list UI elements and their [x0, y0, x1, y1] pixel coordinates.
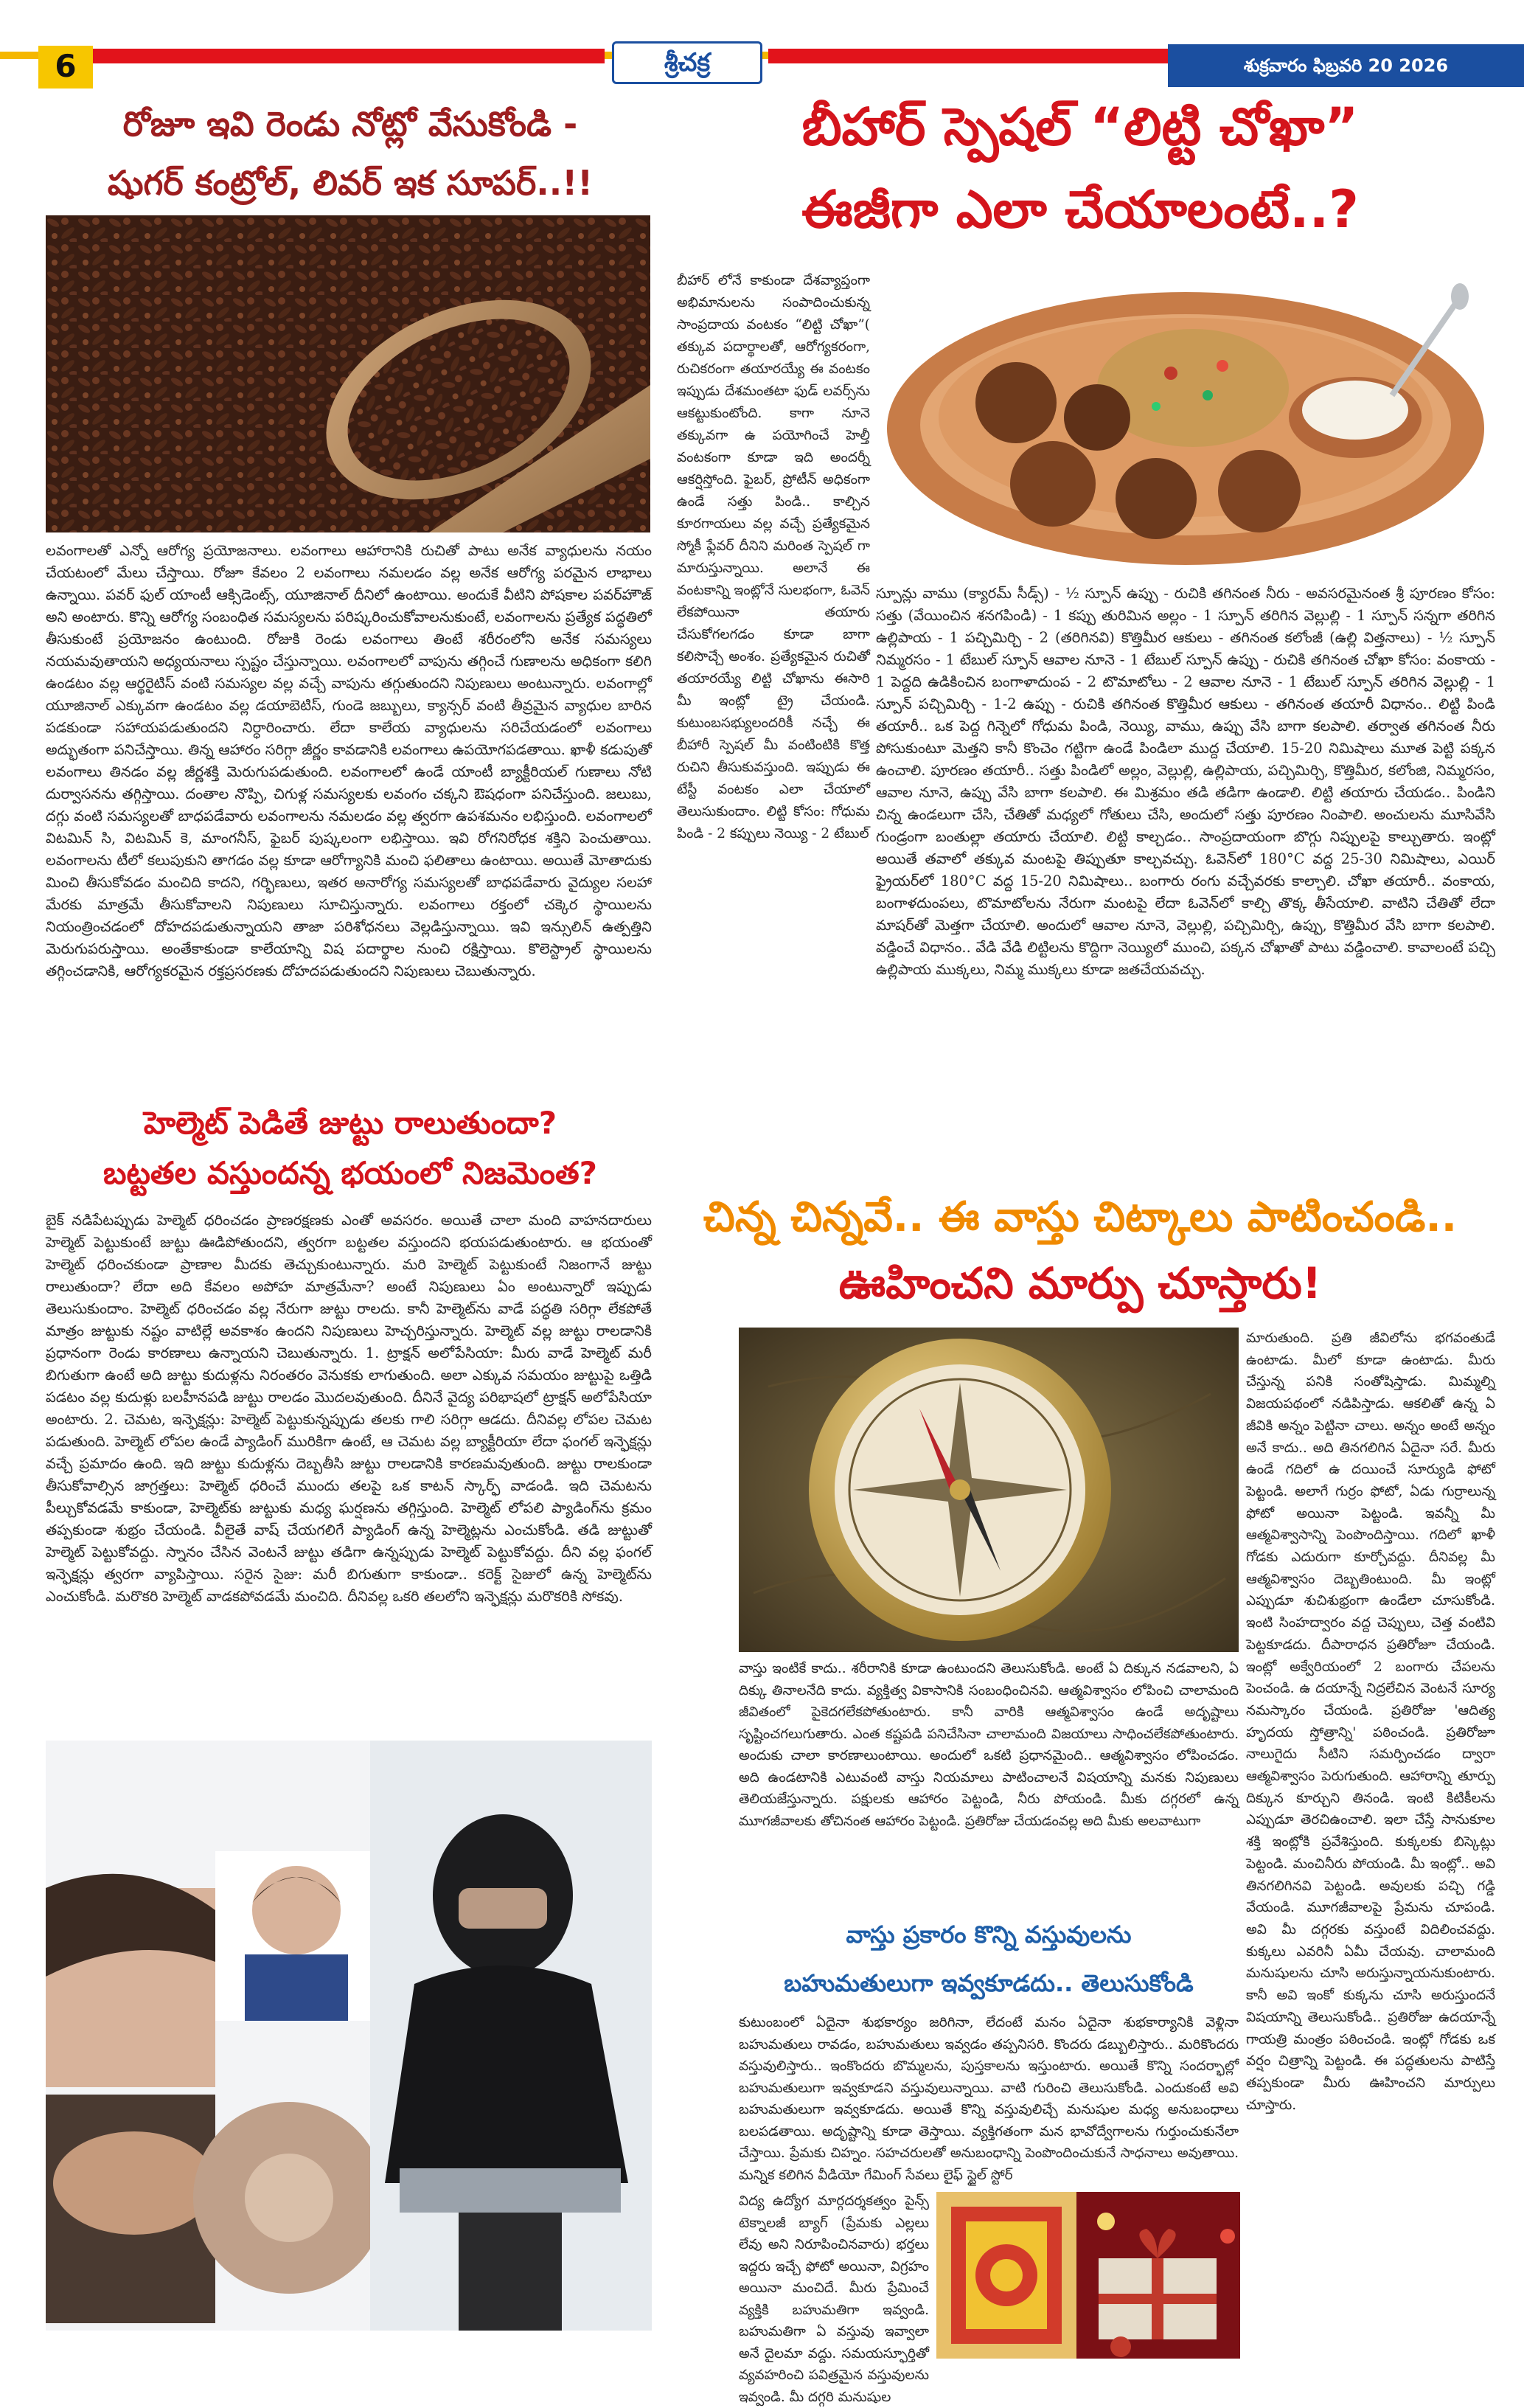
helmet-headline-line1: హెల్మెట్ పెడితే జుట్టు రాలుతుందా? [143, 1105, 557, 1141]
masthead [0, 0, 1524, 84]
litti-photo [876, 270, 1495, 580]
gifts-headline-line1: వాస్తు ప్రకారం కొన్ని వస్తువులను [846, 1920, 1132, 1949]
gifts-body-top: కుటుంబంలో ఏదైనా శుభకార్యం జరిగినా, లేదంటే మనం ఏదైనా శుభకార్యానికి వెళ్లినా బహుమతులు రావడం, బహుమతులు ఇవ్వడం తప్పనిసరి. కొందరు డబ్బులిస్తారు.. మరికొందరు వస్తువులిస్తారు.. ఇంకొందరు బొమ్మలను, పుస్తకాలను ఇస్తుంటారు. అయితే కొన్ని సందర్భాల్లో బహుమతులుగా ఇవ్వకూడని వస్తువులున్నాయి. వాటి గురించి తెలుసుకోండి. ఎందుకంటే అవి బహుమతులుగా ఇవ్వకూడదు. అయితే కొన్ని వస్తువులిచ్చే మనుషుల మధ్య అనుబంధాలు బలపడతాయి. అదృష్టాన్ని కూడా తెస్తాయి. వ్యక్తిగతంగా మన భావోద్వేగాలను గుర్తుంచుకునేలా చేస్తాయి. ప్రేమకు చిహ్నం. సహచరులతో అనుబంధాన్ని పెంపొందించుకునే సాధనాలు అవుతాయి. మన్నిక కలిగిన వీడియో గేమింగ్ సేవలు లైఫ్ స్టైల్ స్టోర్ [739, 2015, 1239, 2183]
compass-photo [739, 1328, 1239, 1652]
litti-photo-illustration [876, 270, 1495, 580]
gifts-body-wrap: విద్య ఉద్యోగ మార్గదర్శకత్వం పైన్స్ టెక్నాలజీ బ్యాగ్ (ప్రేమకు ఎల్లలు లేవు అని నిరూపించినవారు) భర్తలు ఇద్దరు ఇచ్చే ఫోటో అయినా, విగ్రహం అయినా మంచిదే. మీరు ప్రేమించే వ్యక్తికి బహుమతిగా ఇవ్వండి. బహుమతిగా ఏ వస్తువు ఇవ్వాలా అనే దైలమా వద్దు. సమయస్ఫూర్తితో వ్యవహరించి పవిత్రమైన వస్తువులను ఇవ్వండి. మీ దగ్గరి మనుషుల [739, 2193, 929, 2405]
vastu-headline-line1: చిన్న చిన్నవే.. ఈ వాస్తు చిట్కాలు పాటించండి.. [703, 1193, 1458, 1241]
compass-illustration [739, 1328, 1239, 1652]
litti-body-side: బీహార్ లోనే కాకుండా దేశవ్యాప్తంగా అభిమానులను సంపాదించుకున్న సాంప్రదాయ వంటకం “లిట్టి చోఖా”( తక్కువ పదార్థాలతో, ఆరోగ్యకరంగా, రుచికరంగా తయారయ్యే ఈ వంటకం ఇప్పుడు దేశమంతటా ఫుడ్ లవర్స్‌ను ఆకట్టుకుంటోంది. కాగా నూనె తక్కువగా ఉ పయోగించే హెల్తీ వంటకంగా కూడా ఇది అందర్నీ ఆకర్షిస్తోంది. ఫైబర్, ప్రోటీన్ అధికంగా ఉండే సత్తు పిండి.. కాల్చిన కూరగాయలు వల్ల వచ్చే ప్రత్యేకమైన స్మోకీ ఫ్లేవర్ దీనిని మరింత స్పెషల్ గా మారుస్తున్నాయి. అలానే ఈ వంటకాన్ని ఇంట్లోనే సులభంగా, ఓవెన్ లేకపోయినా తయారు చేసుకోగలగడం కూడా బాగా కలిసొచ్చే అంశం. ప్రత్యేకమైన రుచితో తయారయ్యే లిట్టి చోఖాను ఈసారి మీ ఇంట్లో ట్రై చేయండి. కుటుంబసభ్యులందరికీ నచ్చే ఈ బీహారీ స్పెషల్ మీ వంటింటికి కొత్త రుచిని తీసుకువస్తుంది. ఇప్పుడు ఈ టేస్టీ వంటకం ఎలా చేయాలో తెలుసుకుందాం. లిట్టి కోసం: గోధుమ పిండి - 2 కప్పులు నెయ్యి - 2 టేబుల్ [677, 273, 870, 842]
masthead-red-bar-right [768, 49, 1168, 63]
masthead-red-bar-left [92, 49, 605, 63]
gifts-headline-line2: బహుమతులుగా ఇవ్వకూడదు.. తెలుసుకోండి [784, 1969, 1194, 1997]
logo [612, 41, 762, 84]
page-number: 6 [55, 48, 77, 84]
vastu-body-below: వాస్తు ఇంటికే కాదు.. శరీరానికి కూడా ఉంటుందని తెలుసుకోండి. అంటే ఏ దిక్కున నడవాలని, ఏ దిక్కు తినాలనేది కాదు. వ్యక్తిత్వ వికాసానికి సంబంధించినవి. ఆత్మవిశ్వాసం లోపించి చాలామంది జీవితంలో పైకెదగలేకపోతుంటారు. కానీ వారికి ఆత్మవిశ్వాసం ఉండే అదృష్టాలు సృష్టించగలుగుతారు. ఎంత కష్టపడి పనిచేసినా చాలామంది విజయాలు సాధించలేకపోతుంటారు. అందుకు చాలా కారణాలుంటాయి. అందులో ఒకటి ప్రధానమైంది.. ఆత్మవిశ్వాసం లోపించడం. అది ఉండటానికి ఎటువంటి వాస్తు నియమాలు పాటించాలనే విషయాన్ని మనకు నిపుణులు తెలియజేస్తున్నారు. పక్షులకు ఆహారం పెట్టండి, నీరు పోయండి. మీకు దగ్గరలో ఉన్న మూగజీవాలకు తోచినంత ఆహారం పెట్టండి. ప్రతిరోజు చేయడంవల్ల అది మీకు అలవాటుగా [739, 1661, 1239, 1829]
vastu-body-right: మారుతుంది. ప్రతి జీవిలోను భగవంతుడే ఉంటాడు. మీలో కూడా ఉంటాడు. మీరు చేస్తున్న పనికి సంతోషిస్తాడు. మిమ్మల్ని విజయపథంలో నడిపిస్తాడు. ఆకలితో ఉన్న ఏ జీవికి అన్నం పెట్టినా చాలు. అన్నం అంటే అన్నం అనే కాదు.. అది తినగలిగిన ఏదైనా సరే. మీరు ఉండే గదిలో ఉ దయించే సూర్యుడి ఫోటో పెట్టండి. అలాగే గుర్రం ఫోటో, ఏడు గుర్రాలున్న ఫోటో అయినా పెట్టండి. ఇవన్నీ మీ ఆత్మవిశ్వాసాన్ని పెంపొందిస్తాయి. గదిలో ఖాళీ గోడకు ఎదురుగా కూర్చోవద్దు. దీనివల్ల మీ ఆత్మవిశ్వాసం దెబ్బతింటుంది. మీ ఇంట్లో ఎప్పుడూ శుచిశుభ్రంగా ఉండేలా చూసుకోండి. ఇంటి సింహద్వారం వద్ద చెప్పులు, చెత్త వంటివి పెట్టకూడదు. దీపారాధన ప్రతిరోజూ చేయండి. ఇంట్లో అక్వేరియంలో 2 బంగారు చేపలను పెంచండి. ఉ దయాన్నే నిద్రలేచిన వెంటనే సూర్య నమస్కారం చేయండి. ప్రతిరోజు 'ఆదిత్య హృదయ స్తోత్రాన్ని' పఠించండి. ప్రతిరోజూ నాలుగైదు సీటిని సమర్పించడం ద్వారా ఆత్మవిశ్వాసం పెరుగుతుంది. ఆహారాన్ని తూర్పు దిక్కున కూర్చుని తినండి. ఇంటి కిటికీలను ఎప్పుడూ తెరచిఉంచాలి. ఇలా చేస్తే సానుకూల శక్తి ఇంట్లోకి ప్రవేశిస్తుంది. కుక్కలకు బిస్కెట్లు పెట్టండి. మంచినీరు పోయండి. మీ ఇంట్లో.. అవి తినగలిగినవి పెట్టండి. అవులకు పచ్చి గడ్డి వేయండి. మూగజీవాలపై ప్రేమను చూపండి. అవి మీ దగ్గరకు వస్తుంటే విదిలించవద్దు. కుక్కలు ఎవరినీ ఏమీ చేయవు. చాలామంది మనుషులను చూసి అరుస్తున్నాయనుకుంటారు. కానీ అవి ఇంకో కుక్కను చూసి అరుస్తుందనే విషయాన్ని తెలుసుకోండి.. ప్రతిరోజు ఉదయాన్నే గాయత్రి మంత్రం పఠించండి. ఇంట్లో గోడకు ఒక వర్షం చిత్రాన్ని పెట్టండి. ఈ పద్ధతులను పాటిస్తే తప్పకుండా మీరు ఊహించని మార్పులు చూస్తారు. [1246, 1330, 1495, 2113]
helmet-collage-illustration [46, 1741, 652, 2331]
cloves-headline-line1: రోజూ ఇవి రెండు నోట్లో వేసుకోండి - [122, 104, 578, 144]
helmet-collage [46, 1741, 652, 2331]
litti-headline-line2: ఈజీగా ఎలా చేయాలంటే..? [801, 179, 1359, 240]
vastu-headline-line2: ఊహించని మార్పు చూస్తారు! [838, 1258, 1322, 1308]
gifts-photo-illustration [936, 2192, 1240, 2359]
litti-body-main: స్పూన్లు వాము (క్యారమ్ సీడ్స్) - ½ స్పూన్ ఉప్పు - రుచికి తగినంత నీరు - అవసరమైనంత శ్రీ పూరణం కోసం: సత్తు (వేయించిన శనగపిండి) - 1 కప్పు తురిమిన అల్లం - 1 స్పూన్ తరిగిన వెల్లుల్లి - 1 స్పూన్ సన్నగా తరిగిన ఉల్లిపాయ - 1 పచ్చిమిర్చి - 2 (తరిగినవి) కొత్తిమీర ఆకులు - తగినంత కలోంజీ (ఉల్లి విత్తనాలు) - ½ స్పూన్ నిమ్మరసం - 1 టేబుల్ స్పూన్ ఆవాల నూనె - 1 టేబుల్ స్పూన్ ఉప్పు - రుచికి తగినంత చోఖా కోసం: వంకాయ - 1 పెద్దది ఉడికించిన బంగాళాదుంప - 2 టొమాటోలు - 2 ఆవాల నూనె - 1 టేబుల్ స్పూన్ తరిగిన వెల్లుల్లి - 1 స్పూన్ పచ్చిమిర్చి - 1-2 ఉప్పు - రుచికి తగినంత కొత్తిమీర ఆకులు - తగినంత తయారీ విధానం.. లిట్టి పిండి తయారీ.. ఒక పెద్ద గిన్నెలో గోధుమ పిండి, నెయ్యి, వాము, ఉప్పు వేసి బాగా కలపాలి. తర్వాత తగినంత నీరు పోసుకుంటూ మెత్తని కానీ కొంచెం గట్టిగా ఉండే పిండిలా ముద్ద చేయాలి. 15-20 నిమిషాలు మూత పెట్టి పక్కన ఉంచాలి. పూరణం తయారీ.. సత్తు పిండిలో అల్లం, వెల్లుల్లి, ఉల్లిపాయ, పచ్చిమిర్చి, కొత్తిమీర, కలోంజి, నిమ్మరసం, ఆవాల నూనె, ఉప్పు వేసి బాగా కలపాలి. ఈ మిశ్రమం తడి తడిగా ఉండాలి. లిట్టి తయారు చేయడం.. పిండిని చిన్న ఉండలుగా చేసి, చేతితో మధ్యలో గోతులు చేసి, అందులో సత్తు పూరణం నింపాలి. అంచులను మూసివేసి గుండ్రంగా బంతుల్లా తయారు చేయాలి. లిట్టి కాల్చడం.. సాంప్రదాయంగా బొగ్గు నిప్పులపై కాల్చుతారు. ఇంట్లో అయితే తవాలో తక్కువ మంటపై తిప్పుతూ కాల్చవచ్చు. ఓవెన్‌లో 180°C వద్ద 25-30 నిమిషాలు, ఎయిర్ ఫ్రైయర్‌లో 180°C వద్ద 15-20 నిమిషాలు.. బంగారు రంగు వచ్చేవరకు కాల్చాలి. చోఖా తయారీ.. వంకాయ, బంగాళదుంపలు, టొమాటోలను నేరుగా మంటపై లేదా ఓవెన్‌లో కాల్చి తొక్క తీసేయాలి. వాటిని చేతితో లేదా మాషర్‌తో మెత్తగా చేయాలి. అందులో ఆవాల నూనె, వెల్లుల్లి, పచ్చిమిర్చి, ఉప్పు, కొత్తిమీర వేసి బాగా కలపాలి. వడ్డించే విధానం.. వేడి వేడి లిట్టిలను కొద్దిగా నెయ్యిలో ముంచి, పక్కన చోఖాతో పాటు వడ్డించాలి. కావాలంటే పచ్చి ఉల్లిపాయ ముక్కలు, నిమ్మ ముక్కలు కూడా జతచేయవచ్చు. [876, 585, 1495, 978]
helmet-headline-line2: బట్టతల వస్తుందన్న భయంలో నిజమెంత? [102, 1155, 597, 1191]
cloves-photo [46, 215, 650, 532]
cloves-photo-illustration [46, 215, 650, 532]
date-banner [1168, 44, 1524, 87]
logo-text: శ్రీచక్ర [664, 48, 711, 77]
cloves-body: లవంగాలతో ఎన్నో ఆరోగ్య ప్రయోజనాలు. లవంగాలు ఆహారానికి రుచితో పాటు అనేక వ్యాధులను నయం చేయటంలో మేలు చేస్తాయి. రోజూ కేవలం 2 లవంగాలు నమలడం వల్ల అనేక ఆరోగ్య పరమైన లాభాలు ఉన్నాయి. పవర్ ఫుల్ యాంటీ ఆక్సిడెంట్స్, యూజినాల్ దీనిలో ఉంటాయి. అందుకే వీటిని పోషకాల పవర్‌హౌజ్ అని అంటారు. కొన్ని ఆరోగ్య సంబంధిత సమస్యలను పరిష్కరించుకోవాలనుకుంటే, లవంగాలను ప్రత్యేక పద్ధతిలో తీసుకుంటే ప్రయోజనం ఉంటుంది. రోజుకి రెండు లవంగాలు తింటే శరీరంలోని అనేక సమస్యలు నయమవుతాయని అధ్యయనాలు స్పష్టం చేస్తున్నాయి. లవంగాలలో వాపును తగ్గించే గుణాలను అధికంగా కలిగి ఉండటం వల్ల ఆర్థరైటిస్ వంటి సమస్యల వల్ల వచ్చే వాపును తగ్గుతుందని నిపుణులు అంటున్నారు. లవంగాల్లో యూజినాల్ ఎక్కువగా ఉండటం వల్ల డయాబెటిస్, గుండె జబ్బులు, క్యాన్సర్ వంటి తీవ్రమైన వ్యాధుల బారిన పడకుండా సహాయపడుతుందని నిర్ధారించారు. లేదా కాలేయ వ్యాధులను సరిచేయడంలో లవంగాలు అద్భుతంగా పనిచేస్తాయి. తిన్న ఆహారం సరిగ్గా జీర్ణం కావడానికి లవంగాలు ఉపయోగపడతాయి. ఖాళీ కడుపుతో లవంగాలు తినడం వల్ల జీర్ణశక్తి మెరుగుపడుతుంది. లవంగాలలో ఉండే యాంటీ బ్యాక్టీరియల్ గుణాలు నోటి దుర్వాసనను తగ్గిస్తాయి. దంతాల నొప్పి, చిగుళ్ల సమస్యలకు లవంగం చక్కని ఔషధంగా పనిచేస్తుంది. జలుబు, దగ్గు వంటి సమస్యలతో బాధపడేవారు లవంగాలను నమలడం వల్ల త్వరగా ఉపశమనం లభిస్తుంది. లవంగాలలో విటమిన్ సి, విటమిన్ కె, మాంగనీస్, ఫైబర్ పుష్కలంగా లభిస్తాయి. ఇవి రోగనిరోధక శక్తిని పెంచుతాయి. లవంగాలను టీలో కలుపుకుని తాగడం వల్ల కూడా ఆరోగ్యానికి మంచి ఫలితాలు ఉంటాయి. అయితే మోతాదుకు మించి తీసుకోవడం మంచిది కాదని, గర్భిణులు, ఇతర అనారోగ్య సమస్యలతో బాధపడేవారు వైద్యుల సలహా మేరకు మాత్రమే తీసుకోవాలని నిపుణులు సూచిస్తున్నారు. లవంగాలు రక్తంలో చక్కెర స్థాయిలను నియంత్రించడంలో దోహదపడుతున్నాయని తాజా పరిశోధనలు వెల్లడిస్తున్నాయి. ఇవి ఇన్సులిన్ ఉత్పత్తిని మెరుగుపరుస్తాయి. అంతేకాకుండా కాలేయాన్ని విష పదార్థాల నుంచి రక్షిస్తాయి. కొలెస్ట్రాల్ స్థాయిలను తగ్గించడానికి, ఆరోగ్యకరమైన రక్తప్రసరణకు దోహదపడుతుందని నిపుణులు చెబుతున్నారు. [46, 542, 652, 979]
cloves-headline-line2: షుగర్ కంట్రోల్, లివర్ ఇక సూపర్..!! [107, 163, 594, 203]
gifts-photo [936, 2192, 1240, 2359]
helmet-body: బైక్ నడిపేటప్పుడు హెల్మెట్ ధరించడం ప్రాణరక్షణకు ఎంతో అవసరం. అయితే చాలా మంది వాహనదారులు హెల్మెట్ పెట్టుకుంటే జుట్టు ఊడిపోతుందని, త్వరగా బట్టతల వస్తుందని భయపడుతుంటారు. ఆ భయంతో హెల్మెట్ ధరించకుండా ప్రాణాల మీదకు తెచ్చుకుంటున్నారు. మరి హెల్మెట్ పెట్టుకుంటే నిజంగానే జుట్టు రాలుతుందా? లేదా అది కేవలం అపోహ మాత్రమేనా? అంటే నిపుణులు ఏం అంటున్నారో ఇప్పుడు తెలుసుకుందాం. హెల్మెట్ ధరించడం వల్ల నేరుగా జుట్టు రాలదు. కానీ హెల్మెట్‌ను వాడే పద్ధతి సరిగ్గా లేకపోతే మాత్రం జుట్టుకు నష్టం వాటిల్లే అవకాశం ఉందని నిపుణులు హెచ్చరిస్తున్నారు. హెల్మెట్ వల్ల జుట్టు రాలడానికి ప్రధానంగా రెండు కారణాలు ఉన్నాయని చెబుతున్నారు. 1. ట్రాక్షన్ అలోపేసియా: మీరు వాడే హెల్మెట్ మరీ బిగుతుగా ఉంటే అది జుట్టు కుదుళ్లను నిరంతరం వెనుకకు లాగుతుంది. అలా ఎక్కువ సమయం జుట్టుపై ఒత్తిడి పడటం వల్ల కుదుళ్లు బలహీనపడి జుట్టు రాలడం మొదలవుతుంది. దీనినే వైద్య పరిభాషలో ట్రాక్షన్ అలోపేసియా అంటారు. 2. చెమట, ఇన్ఫెక్షన్లు: హెల్మెట్ పెట్టుకున్నప్పుడు తలకు గాలి సరిగ్గా ఆడదు. దీనివల్ల లోపల చెమట పడుతుంది. హెల్మెట్ లోపల ఉండే ప్యాడింగ్ మురికిగా ఉంటే, ఆ చెమట వల్ల బ్యాక్టీరియా లేదా ఫంగల్ ఇన్ఫెక్షన్లు వచ్చే ప్రమాదం ఉంది. ఇది జుట్టు కుదుళ్లను దెబ్బతీసి జుట్టు రాలడానికి కారణమవుతుంది. జుట్టు రాలకుండా తీసుకోవాల్సిన జాగ్రత్తలు: హెల్మెట్ ధరించే ముందు తలపై ఒక కాటన్ స్కార్ఫ్ వాడండి. ఇది చెమటను పీల్చుకోవడమే కాకుండా, హెల్మెట్‌కు జుట్టుకు మధ్య ఘర్షణను తగ్గిస్తుంది. హెల్మెట్ లోపలి ప్యాడింగ్‌ను క్రమం తప్పకుండా శుభ్రం చేయండి. వీలైతే వాష్ చేయగలిగే ప్యాడింగ్ ఉన్న హెల్మెట్లను ఎంచుకోండి. తడి జుట్టుతో హెల్మెట్ పెట్టుకోవద్దు. స్నానం చేసిన వెంటనే జుట్టు తడిగా ఉన్నప్పుడు హెల్మెట్ పెట్టుకోవద్దు. దీని వల్ల ఫంగల్ ఇన్ఫెక్షన్లు త్వరగా వ్యాపిస్తాయి. సరైన సైజు: మరీ బిగుతుగా కాకుండా.. కరెక్ట్ సైజులో ఉన్న హెల్మెట్‌ను ఎంచుకోండి. మరొకరి హెల్మెట్ వాడకపోవడమే మంచిది. దీనివల్ల ఒకరి తలలోని ఇన్ఫెక్షన్లు మరొకరికి సోకవు. [46, 1212, 652, 1605]
litti-headline-line1: బీహార్ స్పెషల్ “లిట్టి చోఖా” [801, 97, 1359, 157]
issue-date: శుక్రవారం ఫిబ్రవరి 20 2026 [1243, 55, 1449, 76]
